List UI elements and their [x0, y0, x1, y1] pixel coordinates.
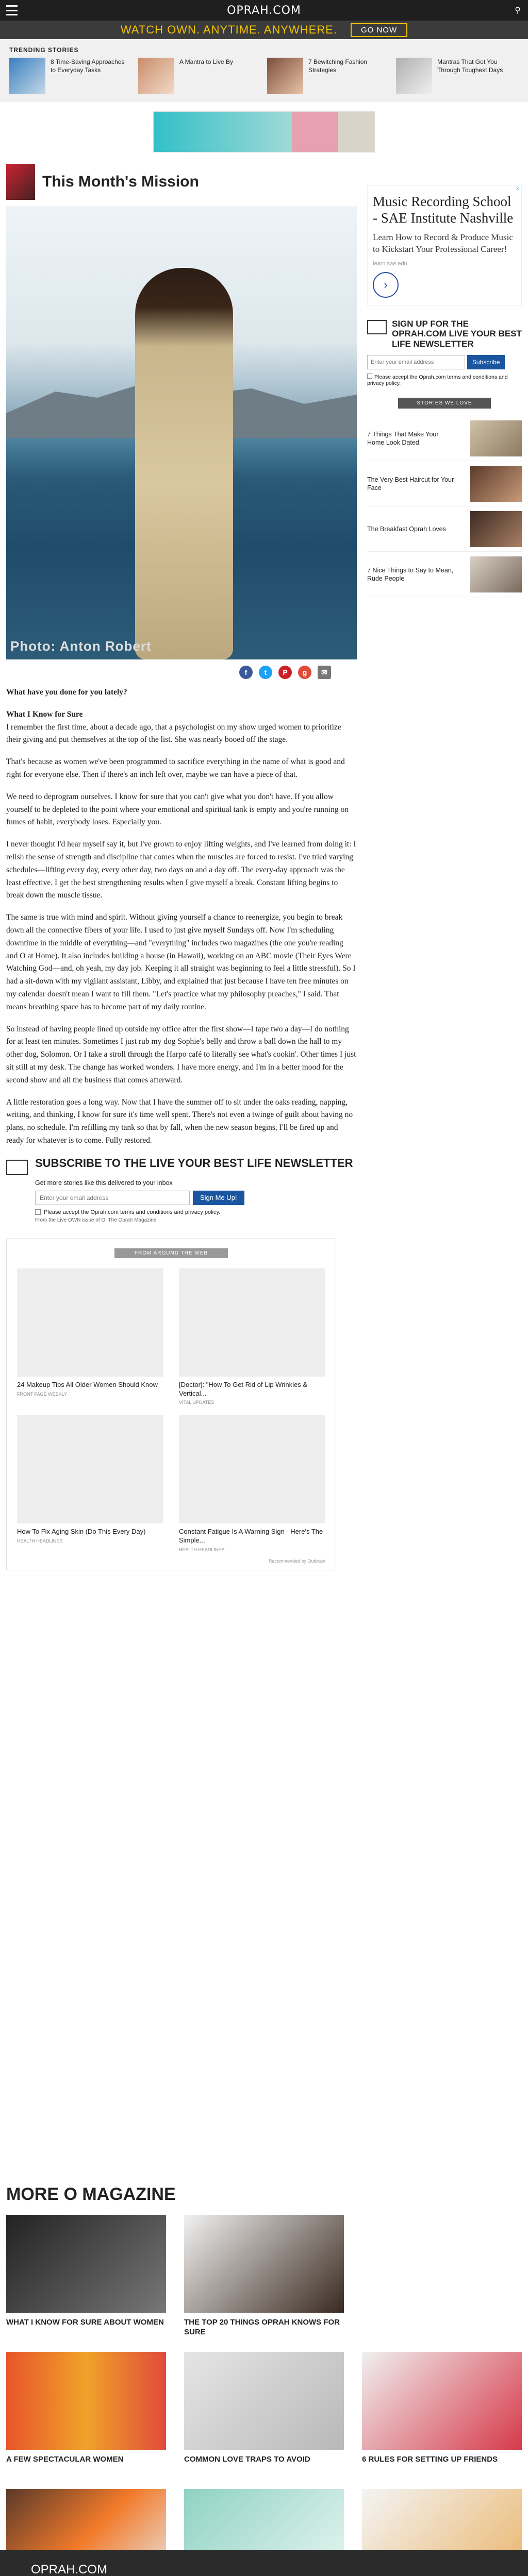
sponsored-source: VITAL UPDATES: [179, 1400, 214, 1405]
sponsored-caption: 24 Makeup Tips All Older Women Should Know: [17, 1380, 158, 1388]
ad-headline[interactable]: Music Recording School - SAE Institute Nashville: [373, 194, 514, 226]
terms-label: Please accept the Oprah.com terms and conditions and privacy policy.: [44, 1209, 221, 1215]
newsletter-subtitle: Get more stories like this delivered to your inbox: [35, 1179, 173, 1187]
pinterest-icon[interactable]: P: [278, 666, 292, 679]
sidebar-terms-checkbox[interactable]: [367, 374, 372, 379]
ad-close-icon[interactable]: ×: [516, 186, 519, 192]
story-caption: The Very Best Haircut for Your Face: [367, 476, 454, 492]
story-thumbnail: [470, 556, 522, 592]
trending-caption: A Mantra to Live By: [179, 58, 234, 65]
trending-stories: [0, 39, 528, 102]
more-image: [184, 2215, 344, 2313]
outbrain-credit[interactable]: Recommended by Outbrain: [268, 1558, 325, 1564]
trending-thumbnail: [267, 58, 303, 94]
go-now-button[interactable]: GO NOW: [351, 23, 407, 37]
site-footer: [0, 2550, 528, 2576]
trending-title: TRENDING STORIES: [9, 46, 79, 54]
more-image: [362, 2352, 522, 2450]
trending-item[interactable]: [267, 58, 386, 94]
sponsored-image: [179, 1268, 325, 1377]
more-caption: 6 RULES FOR SETTING UP FRIENDS: [362, 2455, 498, 2464]
envelope-icon: [6, 1160, 28, 1175]
more-item[interactable]: [184, 2352, 344, 2478]
sidebar-terms-label: Please accept the Oprah.com terms and conditions and privacy policy.: [367, 374, 508, 387]
ad-body: Learn How to Record & Produce Music to Kickstart Your Professional Career!: [373, 232, 513, 254]
more-image: [6, 2352, 166, 2450]
menu-icon[interactable]: [6, 5, 18, 15]
twitter-icon[interactable]: t: [259, 666, 272, 679]
sponsored-image: [17, 1415, 163, 1523]
more-caption: A FEW SPECTACULAR WOMEN: [6, 2455, 124, 2464]
issue-note: From the Live OWN issue of O, The Oprah Magazine: [35, 1217, 157, 1223]
search-icon[interactable]: ⚲: [515, 6, 521, 15]
trending-caption: 8 Time-Saving Approaches to Everyday Tasks: [51, 58, 125, 74]
story-thumbnail: [470, 420, 522, 456]
sidebar: [367, 185, 522, 597]
ad-url: learn.sae.edu: [373, 260, 407, 267]
more-title: MORE O MAGAZINE: [6, 2184, 176, 2204]
banner-ad-image: [338, 112, 374, 152]
story-item[interactable]: [367, 552, 522, 597]
sponsored-image: [179, 1415, 325, 1523]
more-item[interactable]: [362, 2352, 522, 2478]
article-paragraph: I remember the first time, about a decade ago, that a psychologist on my show urged women to prioritize their giving and put themselves at the top of the list. She was nearly booed off the stage.: [6, 722, 341, 744]
sponsored-item[interactable]: [179, 1268, 325, 1405]
article-paragraph: That's because as women we've been programmed to sacrifice everything in the name of what is good and right for everyone else. Then if there's an inch left over, maybe we can have a piece of that.: [6, 757, 345, 779]
banner-ad[interactable]: [153, 111, 375, 152]
trending-item[interactable]: [138, 58, 257, 94]
article-paragraph: I never thought I'd hear myself say it, but I've grown to enjoy lifting weights, and I've learned from doing it: I relish the sense of strength and discipline that comes when the muscles are forced to resist. I've tried varying schedules—lifting every day, every other day, two days on and a day off. The every-day approach was the least effective. I get the best strengthening results when I give myself a break. Constant lifting begins to break down the muscle tissue.: [6, 840, 356, 900]
more-image: [184, 2352, 344, 2450]
magazine-cover-icon: [6, 164, 35, 200]
stories-we-love-title: STORIES WE LOVE: [398, 398, 491, 409]
story-caption: The Breakfast Oprah Loves: [367, 525, 446, 533]
more-item[interactable]: [362, 2215, 522, 2341]
article-header: [6, 164, 357, 200]
trending-item[interactable]: [9, 58, 128, 94]
sidebar-ad[interactable]: [367, 185, 522, 306]
story-item[interactable]: [367, 461, 522, 506]
ad-arrow-button[interactable]: ›: [373, 272, 399, 298]
story-caption: 7 Nice Things to Say to Mean, Rude People: [367, 566, 454, 582]
around-the-web: [6, 1239, 336, 1571]
story-thumbnail: [470, 511, 522, 547]
sponsored-source: HEALTH HEADLINES: [179, 1547, 225, 1553]
page-title: This Month's Mission: [42, 173, 199, 190]
photo-credit: Photo: Anton Robert: [10, 638, 152, 654]
article-paragraph: The same is true with mind and spirit. Without giving yourself a chance to reenergize, you begin to break down all the connective fibers of your life. I used to just give myself Sundays off. Now I'm scheduling downtime in the middle of everything—and "everything" includes two magazines (the one you're reading and O at Home). It also includes building a house (in Hawaii), working on an ABC movie (Their Eyes Were Watching God—and, oh yeah, my day job. Keeping it all straight was beginning to feel a little stressful). So I had a sit-down with my vigilant assistant, Libby, and explained that just because I have ten free minutes on my calendar doesn't mean I want to fill them. "Let's practice what my philosophy preaches," I said. That means breathing space has to become part of my daily routine.: [6, 913, 356, 1011]
google-plus-icon[interactable]: g: [298, 666, 311, 679]
sponsored-item[interactable]: [17, 1415, 163, 1552]
sidebar-newsletter-title: SIGN UP FOR THE OPRAH.COM LIVE YOUR BEST LIFE NEWSLETTER: [392, 318, 522, 349]
sponsored-source: HEALTH HEADLINES: [17, 1538, 63, 1544]
article-paragraph: A little restoration goes a long way. Now that I have the summer off to sit under the oaks reading, napping, writing, and thinking, I know for sure it's time well spent. There's not even a twinge of guilt about having no plans, no schedule. I'm refilling my tank so that by fall, when the new season begins, I'll be fired up and ready for whatever is to come. Fully restored.: [6, 1097, 353, 1145]
trending-item[interactable]: [396, 58, 515, 94]
more-caption: THE TOP 20 THINGS OPRAH KNOWS FOR SURE: [184, 2318, 340, 2336]
sign-me-up-button[interactable]: Sign Me Up!: [193, 1191, 244, 1205]
sponsored-caption: [Doctor]: "How To Get Rid of Lip Wrinkles & Vertical...: [179, 1380, 308, 1397]
stories-we-love: [367, 398, 522, 597]
own-promo-bar: [0, 21, 528, 39]
more-caption: COMMON LOVE TRAPS TO AVOID: [184, 2455, 310, 2464]
email-field[interactable]: [35, 1191, 190, 1205]
site-logo[interactable]: OPRAH.COM: [227, 4, 301, 17]
sponsored-source: FRONT PAGE WEEKLY: [17, 1391, 68, 1397]
trending-caption: 7 Bewitching Fashion Strategies: [308, 58, 368, 74]
terms-checkbox[interactable]: [35, 1209, 41, 1215]
newsletter-subscribe: [6, 1157, 357, 1223]
article-dek: What have you done for you lately?: [6, 688, 127, 697]
footer-logo[interactable]: OPRAH.COM: [31, 2563, 108, 2576]
more-o-magazine: [6, 2184, 522, 2576]
story-item[interactable]: [367, 506, 522, 552]
share-bar: [6, 666, 357, 679]
sponsored-item[interactable]: [179, 1415, 325, 1552]
subscribe-button[interactable]: Subscribe: [467, 355, 505, 369]
more-image: [6, 2215, 166, 2313]
more-item[interactable]: [184, 2215, 344, 2341]
around-web-title: FROM AROUND THE WEB: [114, 1248, 228, 1258]
article-photo: [6, 206, 357, 659]
article-paragraph: We need to deprogram ourselves. I know for sure that you can't give what you don't have. If you allow yourself to be depleted to the point where your emotional and spiritual tank is empty and you're running on fumes of habit, everybody loses. Especially you.: [6, 792, 349, 827]
promo-text: WATCH OWN. ANYTIME. ANYWHERE.: [120, 23, 337, 36]
sponsored-caption: Constant Fatigue Is A Warning Sign - Here's The Simple...: [179, 1528, 323, 1545]
more-caption: [362, 2318, 522, 2341]
oprah-figure: [135, 268, 233, 659]
top-navigation-bar: [0, 0, 528, 21]
email-icon[interactable]: ✉: [318, 666, 331, 679]
newsletter-title: SUBSCRIBE TO THE LIVE YOUR BEST LIFE NEWSLETTER: [35, 1156, 353, 1170]
story-item[interactable]: [367, 416, 522, 461]
facebook-icon[interactable]: f: [239, 666, 253, 679]
article-body: [6, 686, 357, 1147]
more-image: [362, 2215, 522, 2313]
trending-thumbnail: [9, 58, 45, 94]
trending-caption: Mantras That Get You Through Toughest Days: [437, 58, 503, 74]
envelope-icon: [367, 320, 387, 334]
sidebar-newsletter: [367, 319, 522, 387]
sponsored-image: [17, 1268, 163, 1377]
sponsored-item[interactable]: [17, 1268, 163, 1405]
banner-ad-image: [292, 112, 338, 152]
more-caption: WHAT I KNOW FOR SURE ABOUT WOMEN: [6, 2318, 164, 2327]
story-thumbnail: [470, 466, 522, 502]
trending-thumbnail: [396, 58, 432, 94]
section-heading: What I Know for Sure: [6, 709, 83, 719]
trending-thumbnail: [138, 58, 174, 94]
sponsored-caption: How To Fix Aging Skin (Do This Every Day): [17, 1528, 146, 1536]
article-column: [6, 164, 357, 1570]
article-paragraph: So instead of having people lined up outside my office after the first show—I tape two a day—I do nothing for at least ten minutes. Sometimes I just rub my dog Sophie's belly and throw a ball down the hall to my other dog, Solomon. Or I take a stroll through the Harpo café to literally see what's cookin'. Other times I just sit still at my desk. The change has worked wonders. I have more energy, and I'm in a better mood for the second show and all the business that comes afterward.: [6, 1024, 356, 1084]
story-caption: 7 Things That Make Your Home Look Dated: [367, 430, 439, 446]
more-item[interactable]: [6, 2215, 166, 2341]
banner-ad-image: [154, 112, 292, 152]
more-item[interactable]: [6, 2352, 166, 2478]
sidebar-email-field[interactable]: [367, 355, 465, 369]
